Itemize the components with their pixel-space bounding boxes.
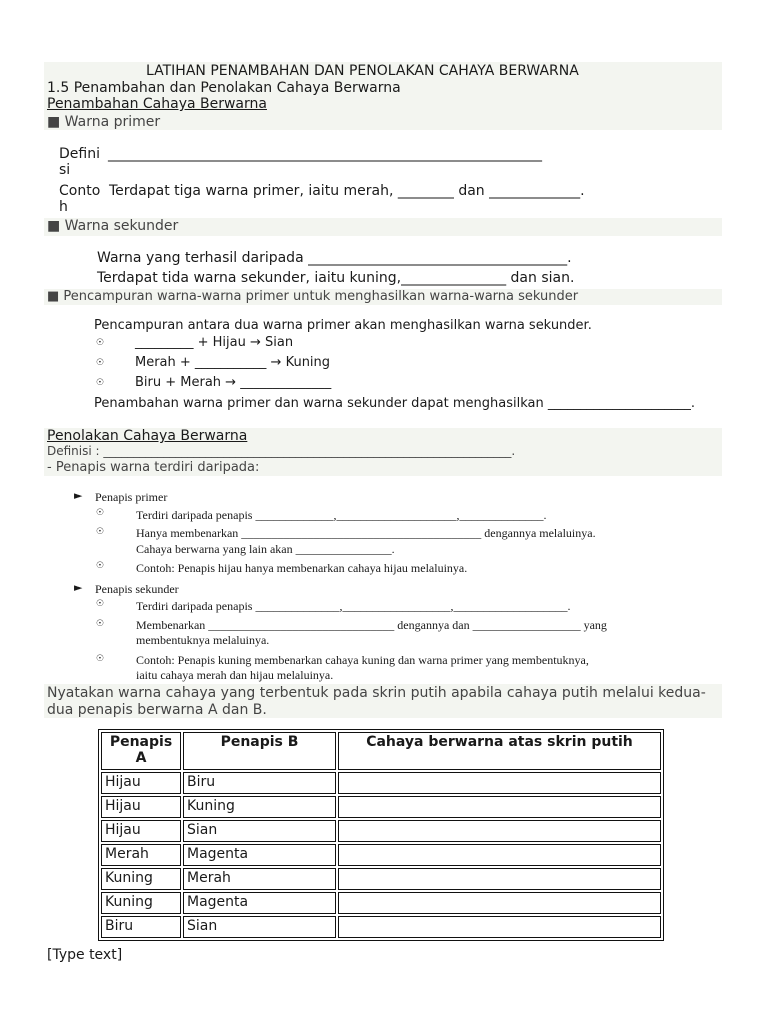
triangle-right-icon: ►: [74, 489, 83, 502]
sekunder-line-1: Warna yang terhasil daripada _____________________________________.: [97, 250, 572, 266]
table-cell-penapis-a: Merah: [101, 844, 181, 866]
contoh-label-wrap: h: [59, 199, 68, 215]
table-row: [101, 868, 661, 890]
table-header-row: [101, 732, 661, 770]
table-cell-penapis-b: Biru: [183, 772, 336, 794]
mixing-item-3: Biru + Merah → ______________: [135, 375, 332, 390]
table-cell-penapis-b: Magenta: [183, 844, 336, 866]
mixing-item-1: _________ + Hijau → Sian: [135, 335, 294, 350]
mixing-outro: Penambahan warna primer dan warna sekunder dapat menghasilkan ______________________.: [94, 396, 695, 411]
penapis-primer-item-2b: Cahaya berwarna yang lain akan ________________.: [136, 542, 395, 556]
penapis-primer-item-2: Hanya membenarkan ________________________________________ dengannya melaluinya.: [136, 526, 596, 540]
mixing-intro: Pencampuran antara dua warna primer akan menghasilkan warna sekunder.: [94, 318, 592, 333]
table-cell-answer[interactable]: [338, 796, 661, 818]
table-row: [101, 796, 661, 818]
table-header-penapis-b: Penapis B: [183, 732, 336, 770]
table-row: [101, 772, 661, 794]
section-number: 1.5 Penambahan dan Penolakan Cahaya Berwarna: [47, 80, 401, 96]
section-a-heading: Penambahan Cahaya Berwarna: [47, 96, 267, 112]
mixing-item-2: Merah + ___________ → Kuning: [135, 355, 331, 370]
table-cell-answer[interactable]: [338, 844, 661, 866]
ring-bullet-icon: ☉: [96, 527, 105, 537]
triangle-right-icon: ►: [74, 581, 83, 594]
table-cell-penapis-b: Merah: [183, 868, 336, 890]
table-cell-penapis-a: Kuning: [101, 868, 181, 890]
sekunder-line-2: Terdapat tida warna sekunder, iaitu kuning,_______________ dan sian.: [97, 270, 575, 286]
table-cell-answer[interactable]: [338, 916, 661, 938]
warna-sekunder-heading: ■ Warna sekunder: [47, 218, 179, 234]
table-cell-answer[interactable]: [338, 892, 661, 914]
table-cell-penapis-a: Kuning: [101, 892, 181, 914]
contoh-text: Terdapat tiga warna primer, iaitu merah, ________ dan _____________.: [109, 183, 585, 199]
penapis-sekunder-item-3: Contoh: Penapis kuning membenarkan cahaya kuning dan warna primer yang membentuknya,: [136, 653, 589, 667]
table-cell-answer[interactable]: [338, 820, 661, 842]
definisi-line: Definisi : ____________________________________________________________________.: [47, 444, 516, 458]
penapis-sekunder-item-2: Membenarkan _______________________________ dengannya dan __________________ yang: [136, 618, 607, 632]
table-row: [101, 916, 661, 938]
mixing-heading: ■ Pencampuran warna-warna primer untuk menghasilkan warna-warna sekunder: [47, 289, 579, 304]
ring-bullet-icon: ☉: [96, 508, 105, 518]
section-b-heading: Penolakan Cahaya Berwarna: [47, 428, 248, 444]
penapis-primer-item-1: Terdiri daripada penapis _____________,____________________,______________.: [136, 508, 547, 522]
definisi-label-wrap: si: [59, 162, 71, 178]
ring-bullet-icon: ☉: [96, 619, 105, 629]
table-cell-penapis-b: Sian: [183, 916, 336, 938]
penapis-sekunder-item-3b: iaitu cahaya merah dan hijau melaluinya.: [136, 668, 334, 682]
table-cell-penapis-a: Hijau: [101, 772, 181, 794]
table-cell-penapis-b: Magenta: [183, 892, 336, 914]
ring-bullet-icon: ☉: [96, 338, 105, 348]
ring-bullet-icon: ☉: [96, 378, 105, 388]
table-cell-answer[interactable]: [338, 772, 661, 794]
definisi-blank: ______________________________________________________________: [108, 146, 542, 162]
table-cell-penapis-b: Kuning: [183, 796, 336, 818]
filter-table: [98, 729, 664, 941]
table-cell-penapis-a: Hijau: [101, 820, 181, 842]
contoh-label: Conto: [59, 183, 101, 199]
question-line-2: dua penapis berwarna A dan B.: [47, 702, 267, 718]
table-row: [101, 892, 661, 914]
question-line-1: Nyatakan warna cahaya yang terbentuk pada skrin putih apabila cahaya putih melalui kedua-: [47, 685, 706, 701]
table-row: [101, 844, 661, 866]
ring-bullet-icon: ☉: [96, 561, 105, 571]
table-cell-penapis-b: Sian: [183, 820, 336, 842]
ring-bullet-icon: ☉: [96, 654, 105, 664]
penapis-primer-heading: Penapis primer: [95, 490, 168, 504]
penapis-sekunder-item-1: Terdiri daripada penapis ______________,__________________,___________________.: [136, 599, 571, 613]
table-cell-penapis-a: Hijau: [101, 796, 181, 818]
table-row: [101, 820, 661, 842]
penapis-primer-item-3: Contoh: Penapis hijau hanya membenarkan cahaya hijau melaluinya.: [136, 561, 468, 575]
table-cell-penapis-a: Biru: [101, 916, 181, 938]
penapis-sekunder-heading: Penapis sekunder: [95, 582, 179, 596]
footer-placeholder[interactable]: [Type text]: [47, 947, 123, 963]
penapis-sekunder-item-2b: membentuknya melaluinya.: [136, 633, 270, 647]
ring-bullet-icon: ☉: [96, 599, 105, 609]
definisi-label: Defini: [59, 146, 100, 162]
filter-intro: - Penapis warna terdiri daripada:: [47, 460, 260, 475]
table-cell-answer[interactable]: [338, 868, 661, 890]
table-header-cahaya: Cahaya berwarna atas skrin putih: [338, 732, 661, 770]
page-title: LATIHAN PENAMBAHAN DAN PENOLAKAN CAHAYA BERWARNA: [146, 63, 579, 79]
ring-bullet-icon: ☉: [96, 358, 105, 368]
warna-primer-heading: ■ Warna primer: [47, 114, 161, 130]
table-header-penapis-a: Penapis A: [101, 732, 181, 770]
